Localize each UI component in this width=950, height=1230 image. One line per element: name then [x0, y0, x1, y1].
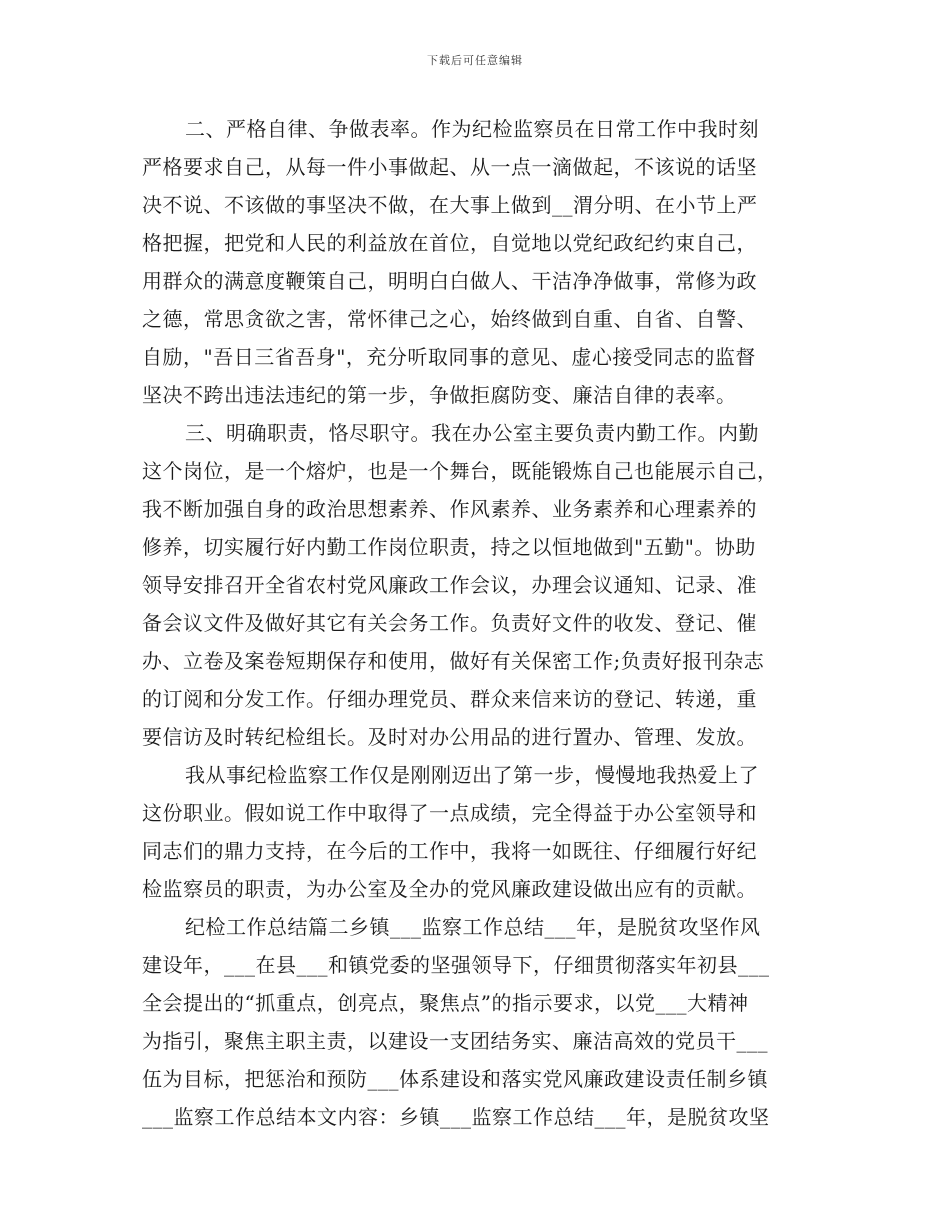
text-line: 伍为目标，把惩治和预防___体系建设和落实党风廉政建设责任制乡镇 — [142, 1067, 768, 1091]
text-line: 全会提出的“抓重点，创亮点，聚焦点”的指示要求，以党___大精神 — [142, 991, 749, 1015]
text-line: 要信访及时转纪检组长。及时对办公用品的进行置办、管理、发放。 — [142, 725, 757, 749]
text-line: 办、立卷及案卷短期保存和使用，做好有关保密工作;负责好报刊杂志 — [142, 649, 765, 673]
text-line: 修养，切实履行好内勤工作岗位职责，持之以恒地做到"五勤"。协助 — [142, 535, 756, 559]
text-line: 领导安排召开全省农村党风廉政工作会议，办理会议通知、记录、准 — [142, 573, 757, 597]
header-note: 下载后可任意编辑 — [427, 54, 523, 67]
text-line: 检监察员的职责，为办公室及全办的党风廉政建设做出应有的贡献。 — [142, 877, 757, 901]
text-line: 二、严格自律、争做表率。作为纪检监察员在日常工作中我时刻 — [185, 117, 759, 141]
text-line: 备会议文件及做好其它有关会务工作。负责好文件的收发、登记、催 — [142, 611, 757, 635]
text-line: 建设年，___在县___和镇党委的坚强领导下，仔细贯彻落实年初县___ — [142, 953, 770, 977]
text-line: 为指引，聚焦主职主责，以建设一支团结务实、廉洁高效的党员干___ — [142, 1029, 768, 1053]
document-body — [142, 110, 812, 1136]
text-line: 的订阅和分发工作。仔细办理党员、群众来信来访的登记、转递，重 — [142, 687, 757, 711]
text-line: 坚决不跨出违法违纪的第一步，争做拒腐防变、廉洁自律的表率。 — [142, 383, 737, 407]
text-line: 纪检工作总结篇二乡镇___监察工作总结___年，是脱贫攻坚作风 — [185, 915, 761, 939]
text-line: 我从事纪检监察工作仅是刚刚迈出了第一步，慢慢地我热爱上了 — [185, 763, 759, 787]
text-line: 这个岗位，是一个熔炉，也是一个舞台，既能锻炼自己也能展示自己， — [142, 459, 778, 483]
text-line: 格把握，把党和人民的利益放在首位，自觉地以党纪政纪约束自己， — [142, 231, 757, 255]
text-line: 同志们的鼎力支持，在今后的工作中，我将一如既往、仔细履行好纪 — [142, 839, 757, 863]
text-line: ___监察工作总结本文内容：乡镇___监察工作总结___年，是脱贫攻坚 — [142, 1105, 770, 1129]
text-line: 决不说、不该做的事坚决不做，在大事上做到__渭分明、在小节上严 — [142, 193, 758, 217]
text-line: 严格要求自己，从每一件小事做起、从一点一滴做起，不该说的话坚 — [142, 155, 757, 179]
text-line: 这份职业。假如说工作中取得了一点成绩，完全得益于办公室领导和 — [142, 801, 757, 825]
text-line: 我不断加强自身的政治思想素养、作风素养、业务素养和心理素养的 — [142, 497, 757, 521]
text-line: 用群众的满意度鞭策自己，明明白白做人、干洁净净做事，常修为政 — [142, 269, 757, 293]
text-line: 自励，"吾日三省吾身"，充分听取同事的意见、虚心接受同志的监督 — [142, 345, 756, 369]
text-line: 三、明确职责，恪尽职守。我在办公室主要负责内勤工作。内勤 — [185, 421, 759, 445]
text-line: 之德，常思贪欲之害，常怀律己之心，始终做到自重、自省、自警、 — [142, 307, 757, 331]
